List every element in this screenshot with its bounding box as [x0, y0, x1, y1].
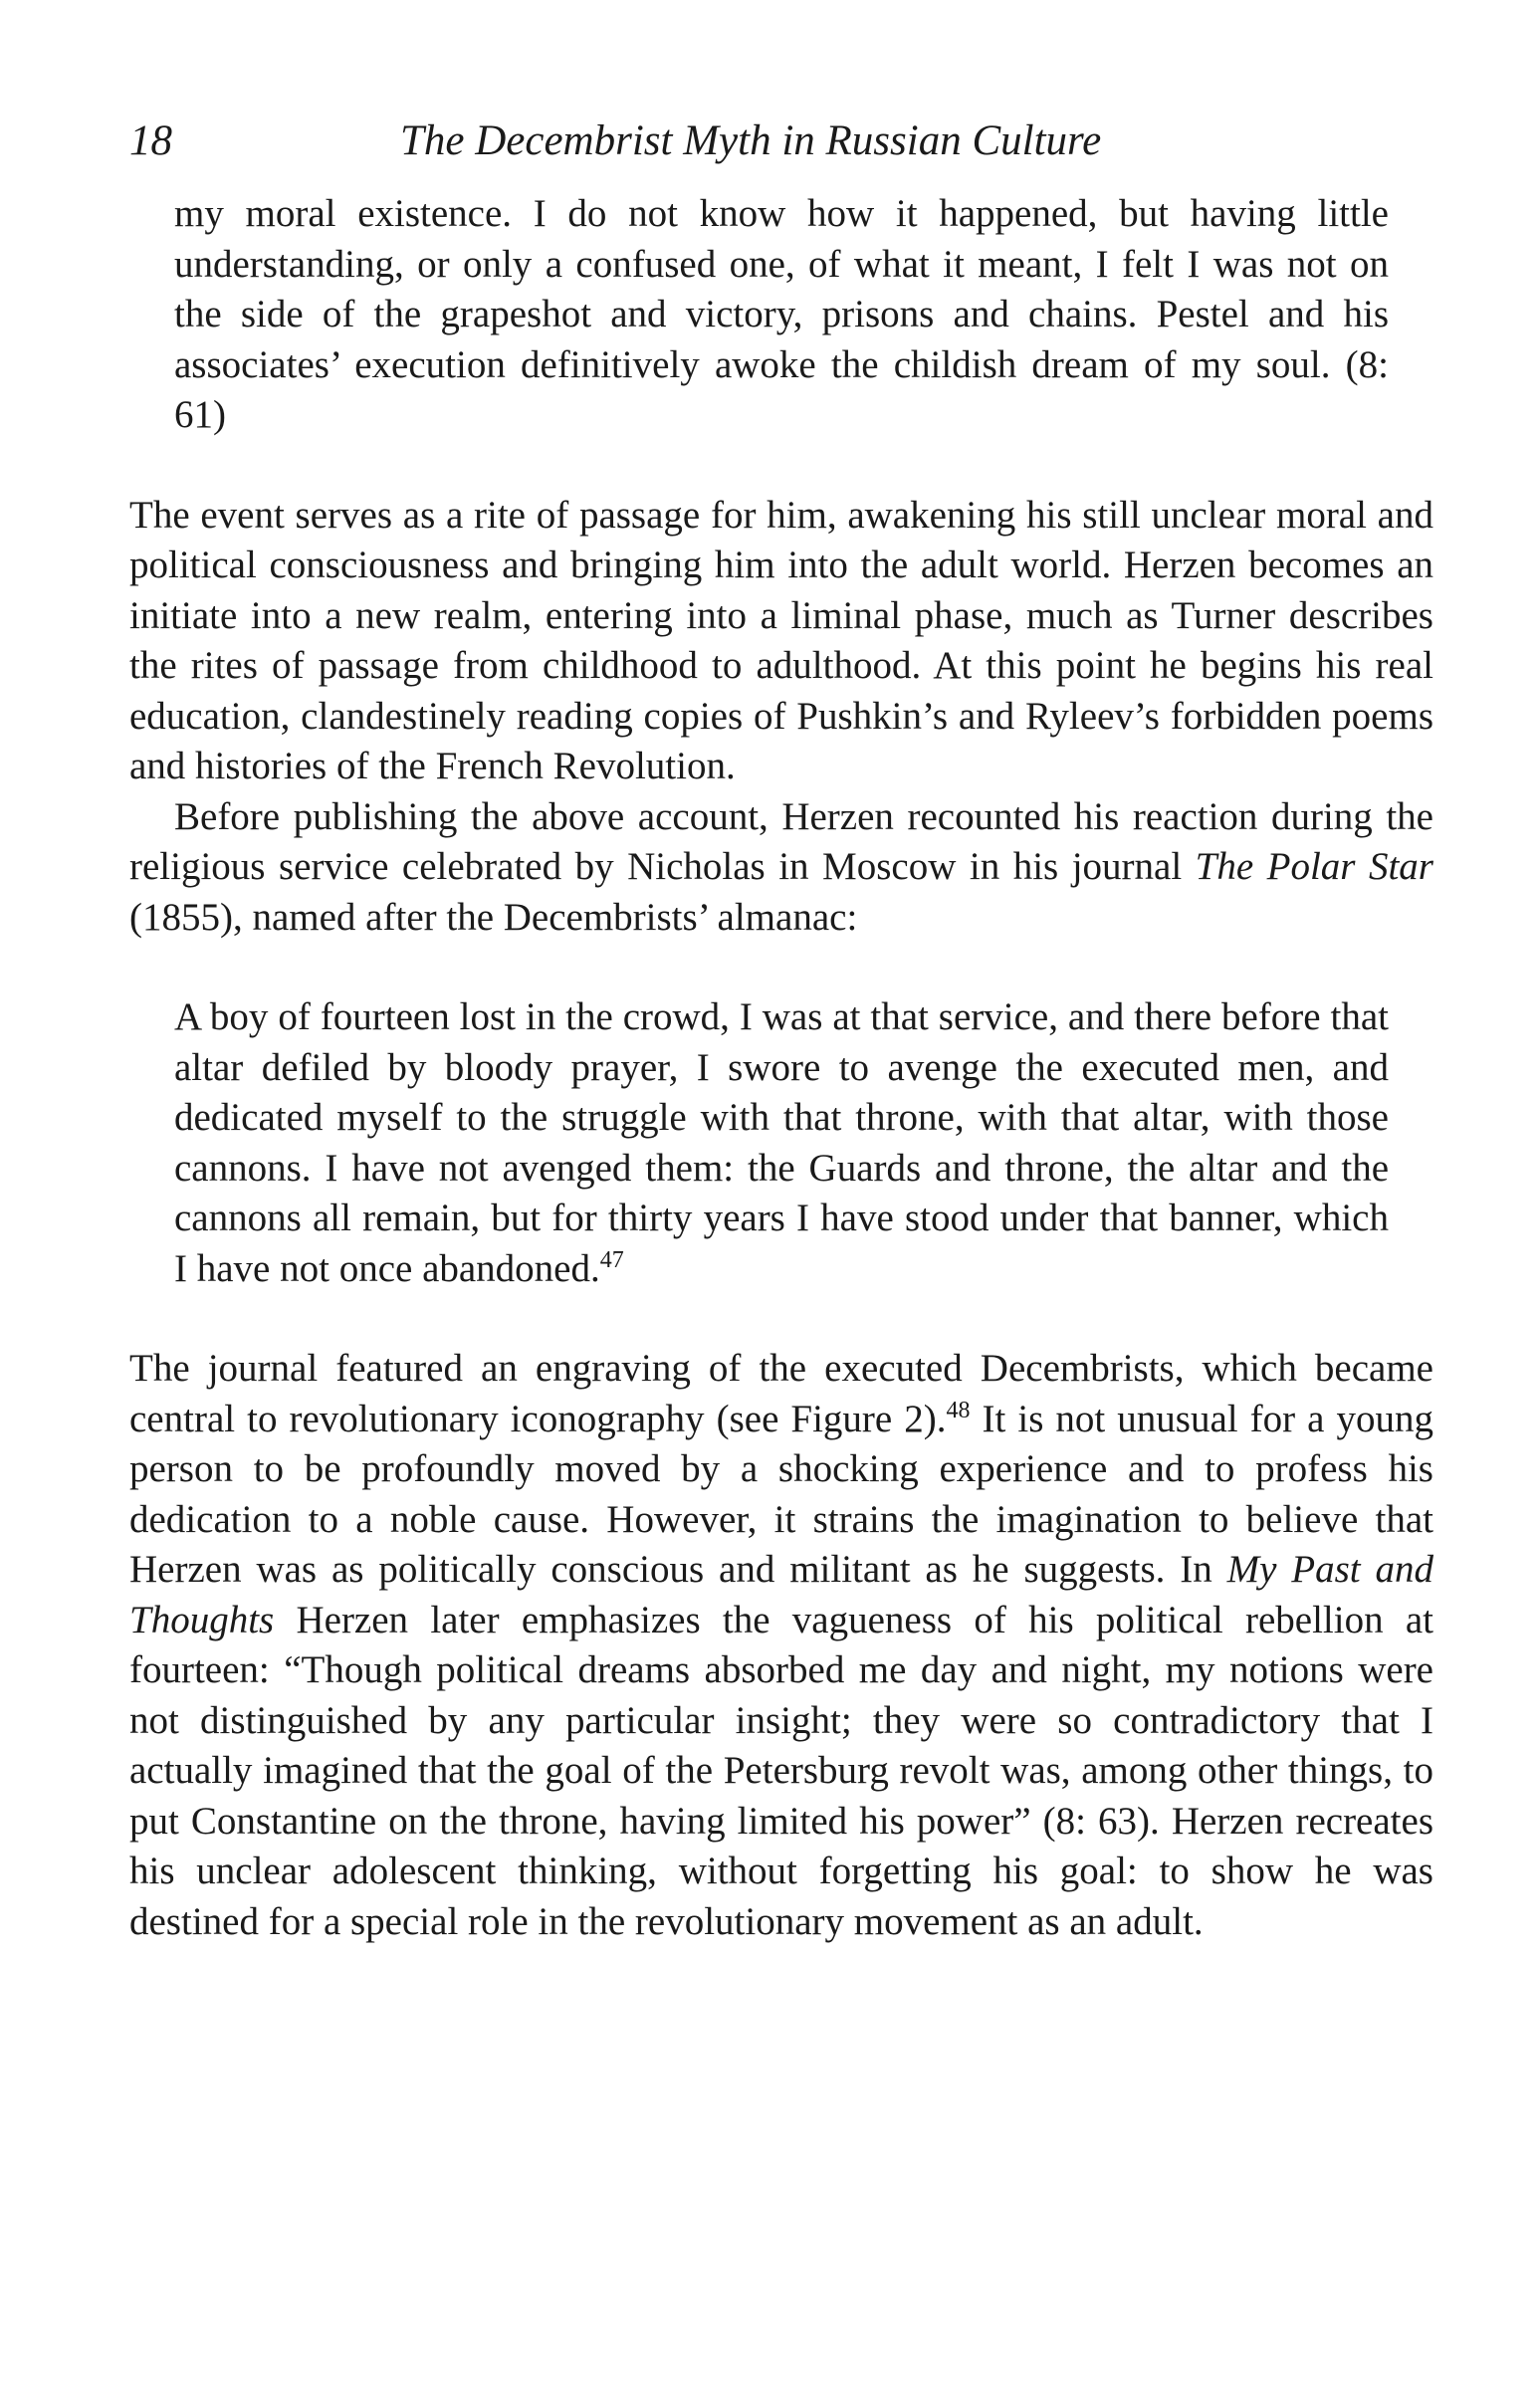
quote-text: A boy of fourteen lost in the crowd, I was at that service, and there before that altar defiled by bloody prayer, I swore to avenge the executed men, and dedicated myself to the struggle with that throne, with that altar, with those cannons. I have not avenged them: the Guards and throne, the altar and the cannons all remain, but for thirty years I have stood under that banner, which I have not once abandoned. — [174, 995, 1389, 1290]
body-text — [129, 189, 1433, 1947]
paragraph-polar-star — [129, 792, 1433, 944]
paragraph-engraving — [129, 1344, 1433, 1947]
book-title: My Past and Thoughts — [129, 1548, 1433, 1641]
paragraph-text: Herzen later emphasizes the vagueness of his political rebellion at fourteen: “Though political dreams absorbed me day and night, my notions were not distinguished by any particular insight; they were so contradictory that I actually imagined that the goal of the Petersburg revolt was, among other things, to put Constantine on the throne, having limited his power” (8: 63). Herzen recreates his unclear adolescent thinking, without forgetting his goal: to show he was destined for a special role in the revolutionary movement as an adult. — [129, 1598, 1433, 1943]
paragraph-text: The journal featured an engraving of the executed Decembrists, which became central to revolutionary iconography (see Figure 2). — [129, 1347, 1433, 1440]
journal-title: The Polar Star — [1195, 845, 1433, 888]
paragraph-rite-of-passage: The event serves as a rite of passage for him, awakening his still unclear moral and political consciousness and bringing him into the adult world. Herzen becomes an initiate into a new realm, entering into a liminal phase, much as Turner describes the rites of passage from childhood to adulthood. At this point he begins his real education, clandestinely reading copies of Pushkin’s and Ryleev’s forbidden poems and histories of the French Revolution. — [129, 493, 1433, 787]
running-title: The Decembrist Myth in Russian Culture — [400, 117, 1102, 164]
footnote-ref[interactable]: 47 — [599, 1246, 624, 1273]
footnote-ref[interactable]: 48 — [946, 1397, 971, 1423]
page-number: 18 — [129, 117, 172, 164]
paragraph-text: (1855), named after the Decembrists’ almanac: — [129, 895, 858, 939]
running-header — [129, 111, 1433, 171]
paragraph-text: Before publishing the above account, Herzen recounted his reaction during the religious service celebrated by Nicholas in Moscow in his journal — [129, 794, 1433, 888]
block-quote-oath — [129, 992, 1433, 1294]
block-quote-continued: my moral existence. I do not know how it happened, but having little understanding, or only a confused one, of what it meant, I felt I was not on the side of the grapeshot and victory, prisons and chains. Pestel and his associates’ execution definitively awoke the childish dream of my soul. (8: 61) — [174, 192, 1389, 436]
paragraph-text: It is not unusual for a young person to be profoundly moved by a shocking experience and to profess his dedication to a noble cause. However, it strains the imagination to believe that Herzen was as politically conscious and militant as he suggests. In — [129, 1397, 1433, 1591]
